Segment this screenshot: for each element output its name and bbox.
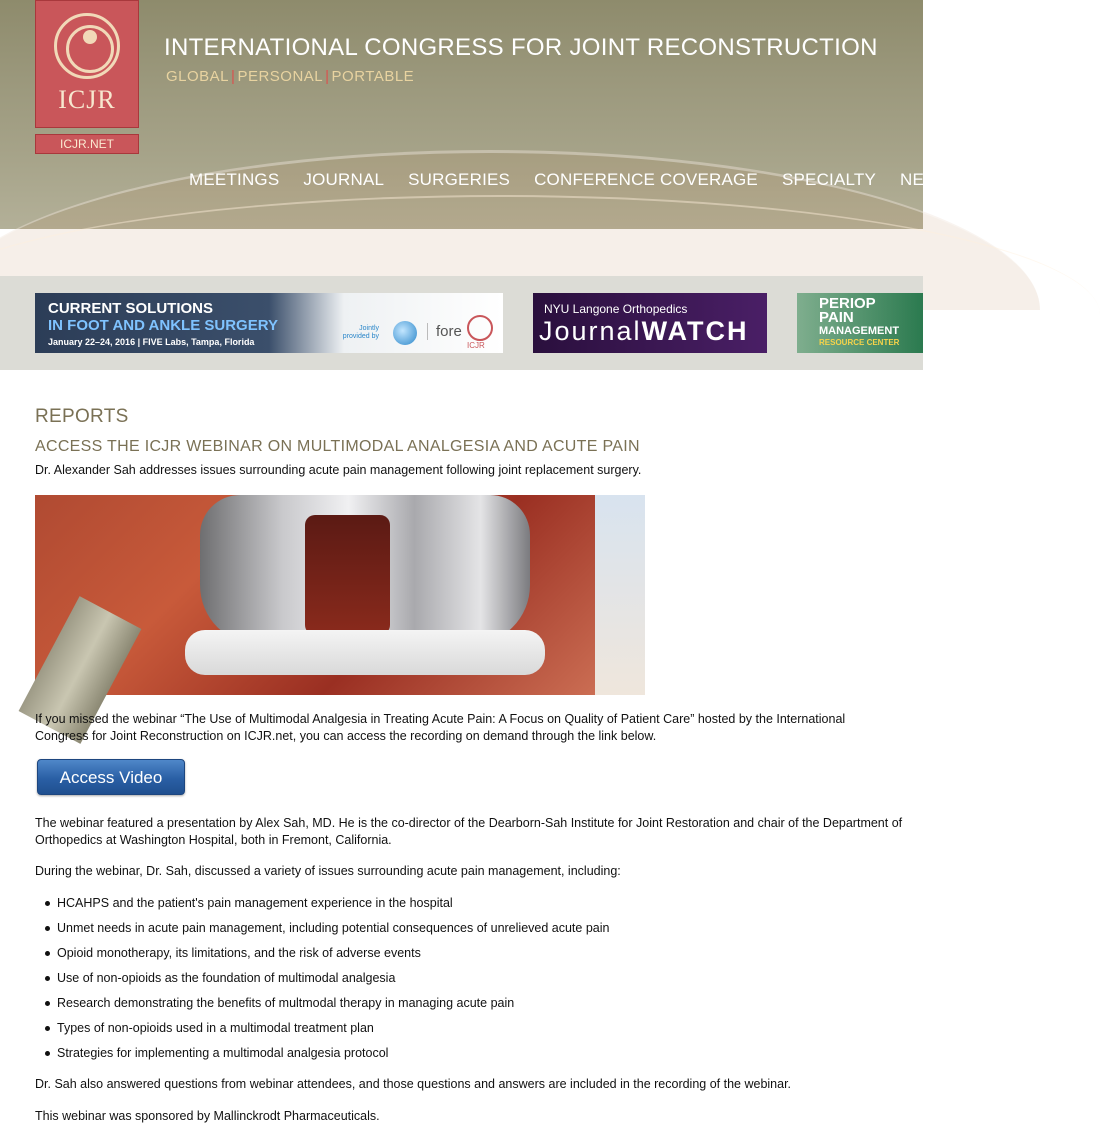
- ad-journal-watch[interactable]: [533, 293, 767, 353]
- ad3-line1: PERIOP: [819, 295, 876, 312]
- article-title: ACCESS THE ICJR WEBINAR ON MULTIMODAL ANALGESIA AND ACUTE PAIN: [35, 438, 640, 455]
- ad3-title: [819, 297, 876, 325]
- section-label: REPORTS: [35, 406, 129, 427]
- list-item: HCAHPS and the patient's pain management experience in the hospital: [43, 895, 609, 920]
- article-hero-image: [35, 495, 645, 695]
- tagline-portable: PORTABLE: [331, 68, 415, 85]
- ad1-fore-text: fore: [427, 323, 462, 340]
- hero-background: [595, 495, 645, 695]
- tagline-personal: PERSONAL: [237, 68, 324, 85]
- list-item: Research demonstrating the benefits of multmodal therapy in managing acute pain: [43, 995, 609, 1020]
- site-title: INTERNATIONAL CONGRESS FOR JOINT RECONSTRUCTION: [164, 34, 878, 61]
- tagline-sep: |: [325, 68, 330, 85]
- article-paragraph-1: If you missed the webinar “The Use of Multimodal Analgesia in Treating Acute Pain: A Focus on Quality of Patient Care” hosted by the International Congress for Joint Reconstruction on ICJR.net, you can access the recording on demand through the link below.: [35, 712, 846, 743]
- ad2-journal-watch: [539, 316, 749, 347]
- site-tagline: [166, 68, 414, 85]
- logo-url-link[interactable]: ICJR.NET: [35, 134, 139, 154]
- list-item: Types of non-opioids used in a multimodal treatment plan: [43, 1020, 609, 1045]
- ad2-journal: Journal: [539, 316, 642, 346]
- list-item: Opioid monotherapy, its limitations, and the risk of adverse events: [43, 945, 609, 970]
- nav-meetings[interactable]: MEETINGS: [189, 170, 280, 189]
- access-video-button[interactable]: Access Video: [37, 759, 185, 795]
- ad1-line3: January 22–24, 2016 | FIVE Labs, Tampa, Florida: [48, 337, 255, 347]
- list-item: Unmet needs in acute pain management, including potential consequences of unrelieved acute pain: [43, 920, 609, 945]
- ad-foot-ankle-surgery[interactable]: [35, 293, 503, 353]
- fore-logo-icon: [393, 321, 417, 345]
- nav-specialty[interactable]: SPECIALTY: [781, 170, 877, 189]
- site-header: [0, 0, 989, 229]
- ad1-line2: IN FOOT AND ANKLE SURGERY: [48, 317, 279, 334]
- nav-surgeries[interactable]: SURGERIES: [408, 170, 511, 189]
- ad3-line3: MANAGEMENT: [819, 325, 900, 337]
- list-item: Strategies for implementing a multimodal analgesia protocol: [43, 1045, 609, 1070]
- article-paragraph-3: During the webinar, Dr. Sah, discussed a variety of issues surrounding acute pain management, including:: [35, 864, 621, 878]
- nav-more-truncated[interactable]: C: [975, 170, 989, 189]
- main-nav: [189, 170, 1012, 192]
- tagline-sep: |: [231, 68, 236, 85]
- hero-liner: [185, 630, 545, 675]
- icjr-mini-logo-icon: [467, 315, 493, 341]
- nav-news[interactable]: NEWS: [900, 170, 952, 189]
- ad2-line1: NYU Langone Orthopedics: [544, 302, 688, 316]
- logo-text: ICJR: [58, 85, 116, 114]
- ad1-jointly-provided: Jointly provided by: [342, 325, 379, 340]
- tagline-global: GLOBAL: [166, 68, 230, 85]
- hero-implant-notch: [305, 515, 390, 635]
- ad1-icjr-text: ICJR: [467, 341, 485, 350]
- article-paragraph-2: The webinar featured a presentation by Alex Sah, MD. He is the co-director of the Dearborn-Sah Institute for Joint Restoration and chair of the Department of Orthopedics at Washington Hospital, both in Fremont, California.: [35, 816, 903, 847]
- ad2-watch: WATCH: [641, 316, 749, 346]
- site-logo[interactable]: [35, 0, 139, 128]
- nav-conference-coverage[interactable]: CONFERENCE COVERAGE: [534, 170, 758, 189]
- article-paragraph-5: This webinar was sponsored by Mallinckrodt Pharmaceuticals.: [35, 1109, 380, 1123]
- ad3-line4: RESOURCE CENTER: [819, 338, 900, 347]
- list-item: Use of non-opioids as the foundation of multimodal analgesia: [43, 970, 609, 995]
- nav-journal[interactable]: JOURNAL: [303, 170, 385, 189]
- ad3-line2: PAIN: [819, 309, 854, 326]
- article-paragraph-4: Dr. Sah also answered questions from webinar attendees, and those questions and answers are included in the recording of the webinar.: [35, 1077, 792, 1091]
- ad1-line1: CURRENT SOLUTIONS: [48, 300, 213, 317]
- topics-list: [43, 895, 609, 1070]
- ad-periop-pain[interactable]: [797, 293, 923, 353]
- article-deck: Dr. Alexander Sah addresses issues surrounding acute pain management following joint replacement surgery.: [35, 463, 642, 477]
- logo-emblem-icon: [54, 13, 120, 79]
